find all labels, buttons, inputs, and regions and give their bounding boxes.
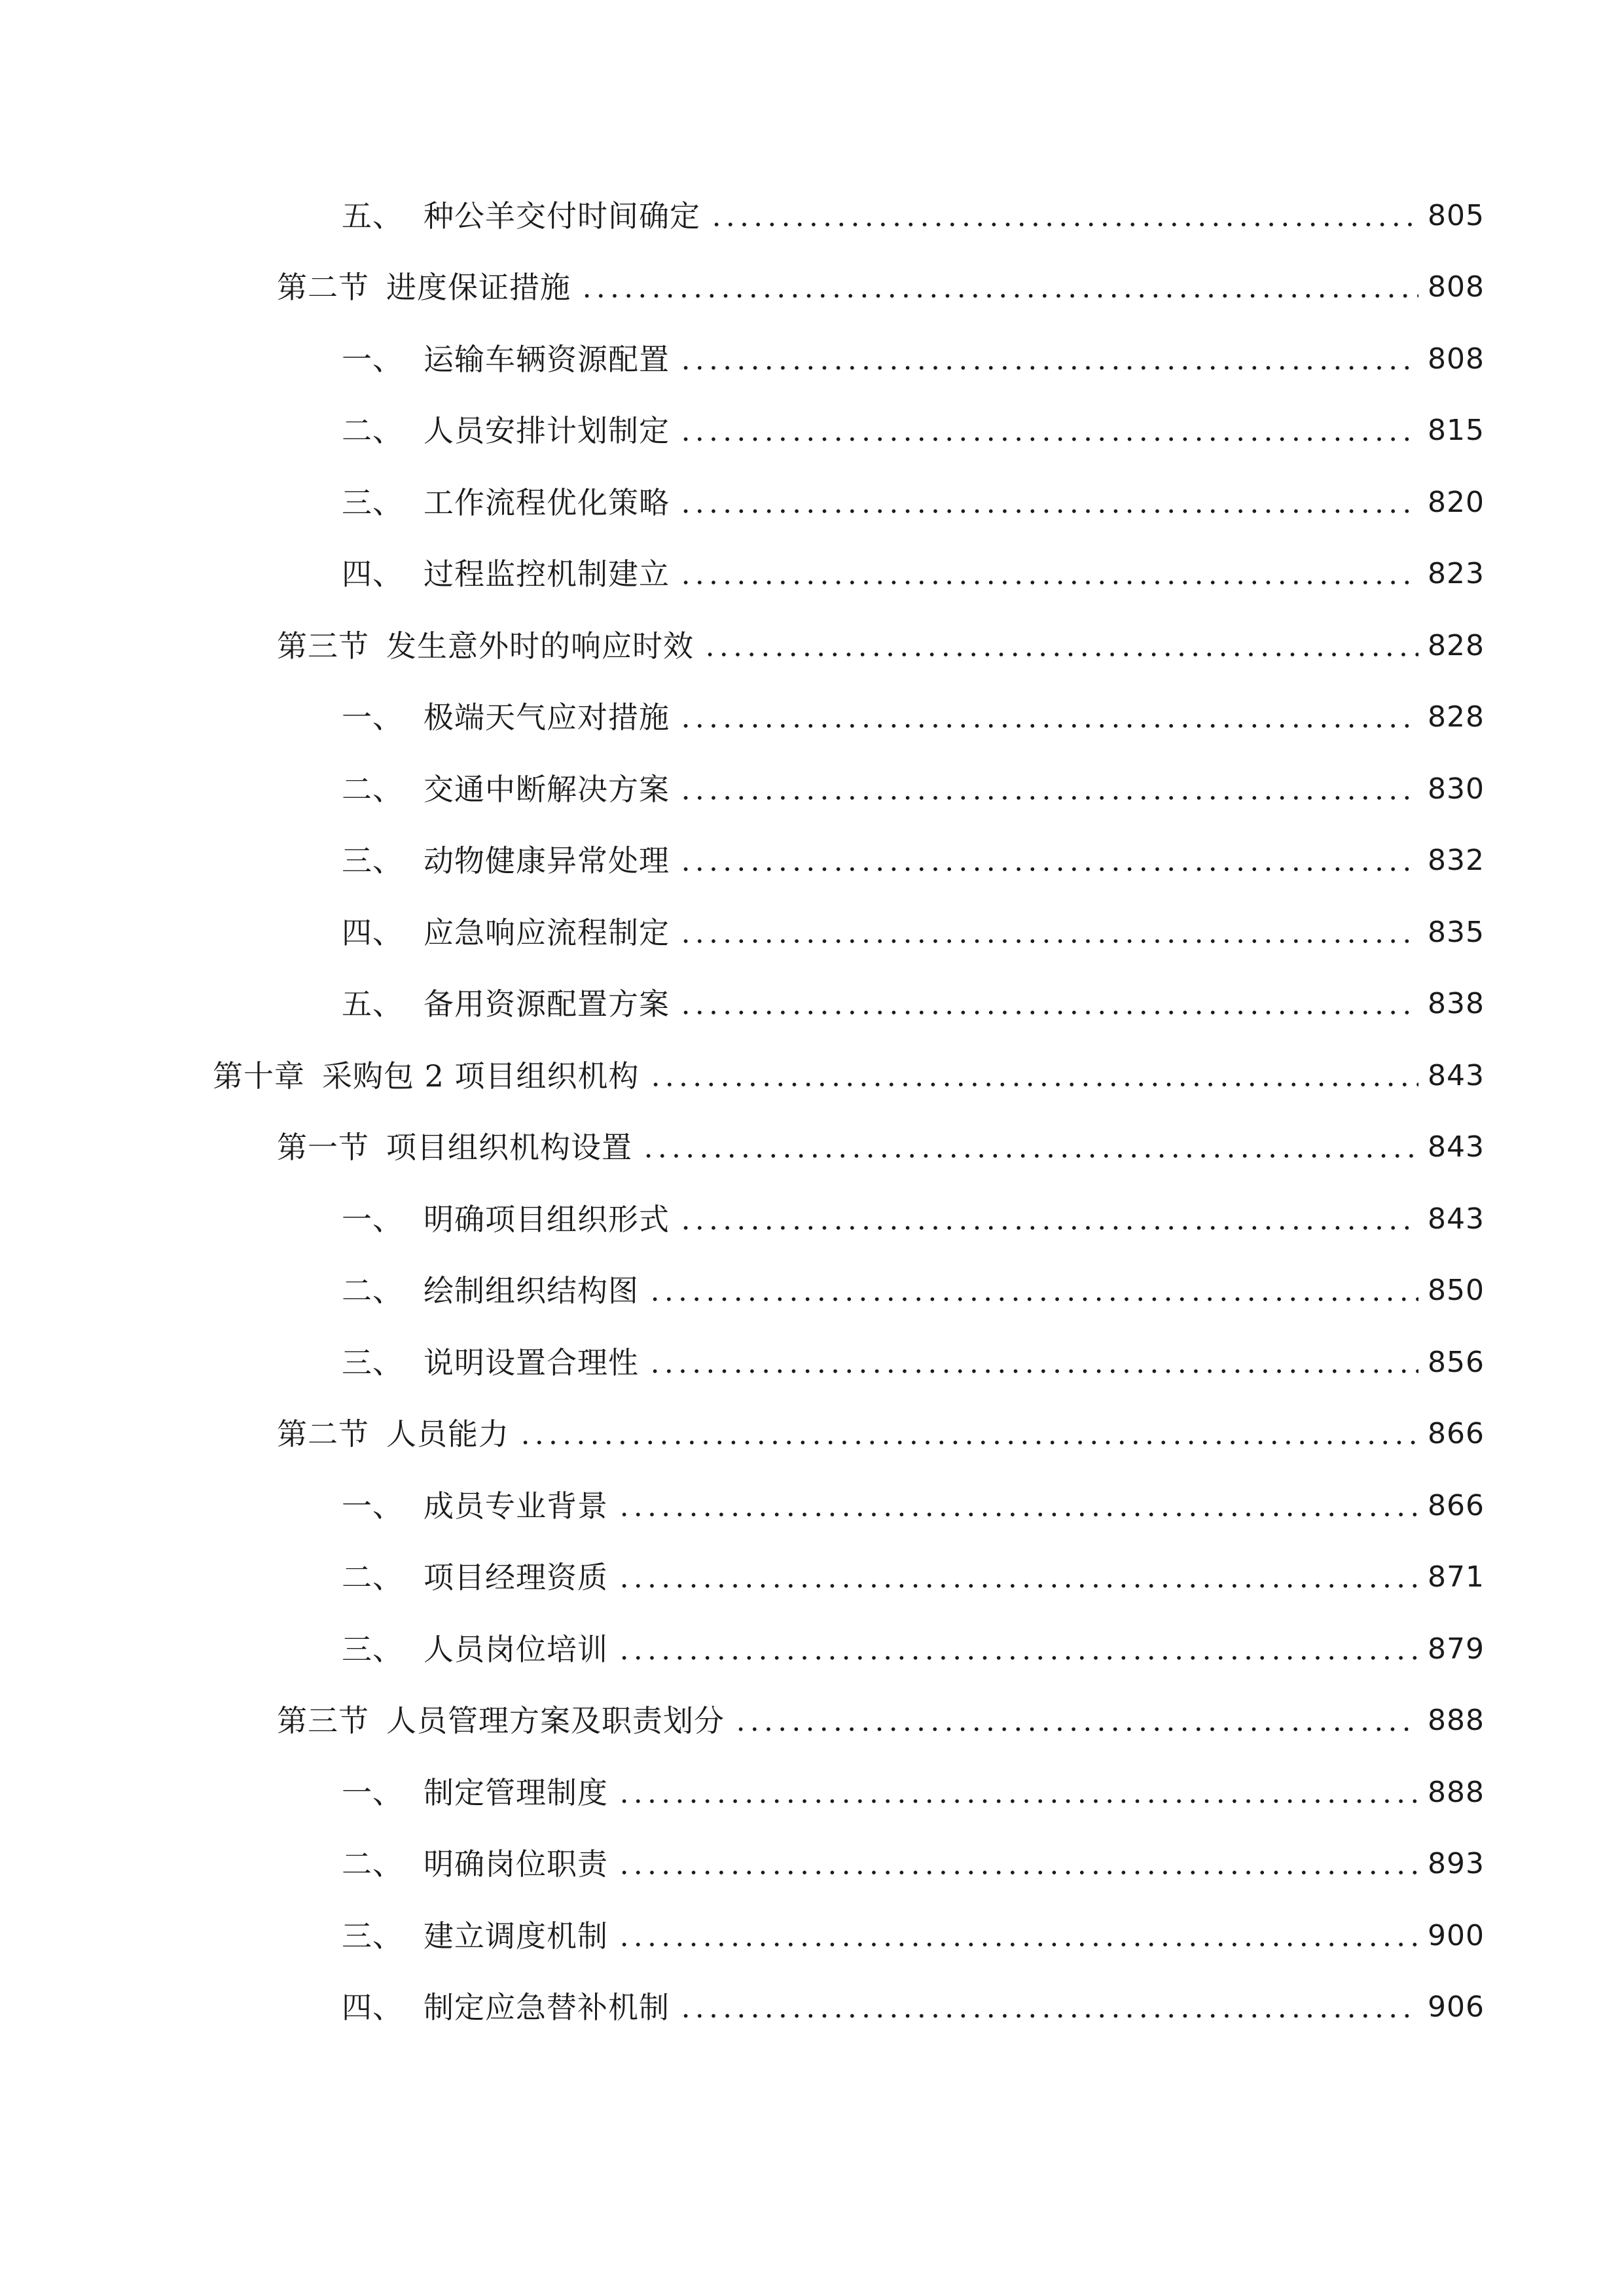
toc-entry-title: 动物健康异常处理 [424, 843, 670, 879]
toc-entry-page: 871 [1428, 1560, 1485, 1594]
toc-entry[interactable] [0, 1112, 1624, 1184]
toc-entry-number: 三、 [342, 484, 403, 520]
toc-entry-page: 832 [1428, 844, 1485, 878]
toc-entry-title: 交通中断解决方案 [424, 771, 670, 807]
dot-leader [617, 1799, 1418, 1803]
toc-entry-number: 二、 [342, 771, 403, 807]
dot-leader [679, 939, 1418, 943]
toc-entry-page: 879 [1428, 1632, 1485, 1666]
toc-entry-title: 项目组织机构设置 [386, 1130, 632, 1166]
dot-leader [580, 294, 1418, 298]
toc-entry-title: 进度保证措施 [386, 270, 571, 306]
toc-entry[interactable] [0, 1040, 1624, 1112]
toc-entry-number: 第二节 [277, 270, 369, 306]
toc-entry-number: 第三节 [277, 628, 369, 664]
toc-entry-page: 893 [1428, 1847, 1485, 1881]
toc-entry-title: 人员管理方案及职责划分 [386, 1703, 725, 1739]
toc-entry-title: 发生意外时的响应时效 [386, 628, 694, 664]
toc-entry-number: 三、 [342, 1918, 403, 1954]
dot-leader [641, 1154, 1418, 1158]
toc-entry-title: 种公羊交付时间确定 [424, 198, 700, 234]
dot-leader [617, 1513, 1418, 1516]
toc-entry-number: 五、 [342, 986, 403, 1022]
toc-entry-number: 二、 [342, 1846, 403, 1882]
toc-entry[interactable] [0, 1900, 1624, 1972]
toc-entry-title: 建立调度机制 [424, 1918, 608, 1954]
toc-entry[interactable] [0, 1183, 1624, 1255]
toc-entry-title: 绘制组织结构图 [424, 1273, 639, 1309]
toc-entry-title: 人员岗位培训 [424, 1631, 608, 1667]
toc-entry-number: 三、 [342, 843, 403, 879]
dot-leader [679, 867, 1418, 871]
dot-leader [617, 1943, 1418, 1946]
toc-entry-title: 应急响应流程制定 [424, 914, 670, 950]
toc-entry[interactable] [0, 897, 1624, 969]
dot-leader [679, 437, 1418, 441]
dot-leader [679, 581, 1418, 584]
toc-entry-page: 820 [1428, 485, 1485, 519]
toc-entry-page: 866 [1428, 1488, 1485, 1522]
toc-entry-number: 三、 [342, 1631, 403, 1667]
toc-entry[interactable] [0, 539, 1624, 611]
table-of-contents [0, 180, 1624, 2043]
toc-entry[interactable] [0, 467, 1624, 539]
toc-entry-page: 815 [1428, 414, 1485, 448]
dot-leader [649, 1083, 1418, 1086]
toc-entry-page: 843 [1428, 1202, 1485, 1236]
toc-entry-page: 830 [1428, 772, 1485, 806]
toc-entry[interactable] [0, 610, 1624, 682]
toc-entry-page: 866 [1428, 1417, 1485, 1451]
toc-entry[interactable] [0, 1757, 1624, 1829]
toc-entry-number: 一、 [342, 1488, 403, 1524]
toc-entry-page: 838 [1428, 987, 1485, 1021]
toc-entry-number: 第一节 [277, 1130, 369, 1166]
toc-entry-number: 第三节 [277, 1703, 369, 1739]
toc-entry-number: 二、 [342, 413, 403, 449]
toc-entry-number: 一、 [342, 1774, 403, 1810]
dot-leader [679, 1011, 1418, 1014]
toc-entry-title: 人员能力 [386, 1416, 509, 1452]
dot-leader [679, 509, 1418, 513]
toc-entry[interactable] [0, 180, 1624, 252]
dot-leader [617, 1656, 1418, 1660]
toc-entry-title: 项目经理资质 [424, 1560, 608, 1596]
toc-entry-title: 极端天气应对措施 [424, 700, 670, 736]
toc-entry-number: 二、 [342, 1273, 403, 1309]
toc-entry-title: 说明设置合理性 [424, 1344, 639, 1380]
toc-entry-number: 三、 [342, 1344, 403, 1380]
toc-entry-page: 805 [1428, 198, 1485, 232]
toc-entry-page: 843 [1428, 1130, 1485, 1164]
dot-leader [679, 1226, 1418, 1230]
toc-entry-title: 制定管理制度 [424, 1774, 608, 1810]
toc-entry[interactable] [0, 1399, 1624, 1471]
toc-entry-number: 四、 [342, 914, 403, 950]
toc-entry-number: 四、 [342, 1990, 403, 2026]
dot-leader [648, 1369, 1418, 1373]
toc-entry-title: 成员专业背景 [424, 1488, 608, 1524]
toc-entry-page: 808 [1428, 342, 1485, 376]
toc-entry-title: 工作流程优化策略 [424, 484, 670, 520]
dot-leader [703, 653, 1418, 656]
dot-leader [617, 1584, 1418, 1588]
toc-entry-number: 一、 [342, 700, 403, 736]
dot-leader [518, 1441, 1418, 1444]
dot-leader [710, 223, 1418, 226]
toc-entry-page: 900 [1428, 1918, 1485, 1952]
toc-entry-page: 835 [1428, 915, 1485, 949]
toc-entry-number: 四、 [342, 556, 403, 592]
toc-entry[interactable] [0, 1685, 1624, 1757]
dot-leader [617, 1871, 1418, 1874]
toc-entry-page: 808 [1428, 270, 1485, 304]
toc-entry-page: 888 [1428, 1704, 1485, 1738]
toc-entry-number: 第十章 [213, 1058, 305, 1094]
toc-entry[interactable] [0, 682, 1624, 754]
toc-entry[interactable] [0, 1542, 1624, 1614]
toc-entry[interactable] [0, 753, 1624, 825]
toc-entry-title: 制定应急替补机制 [424, 1990, 670, 2026]
toc-entry-page: 856 [1428, 1345, 1485, 1379]
toc-entry-page: 828 [1428, 700, 1485, 734]
toc-entry[interactable] [0, 825, 1624, 897]
toc-entry-number: 第二节 [277, 1416, 369, 1452]
toc-entry[interactable] [0, 252, 1624, 324]
toc-entry[interactable] [0, 969, 1624, 1041]
toc-entry-number: 一、 [342, 341, 403, 377]
toc-entry-page: 850 [1428, 1274, 1485, 1308]
toc-entry-page: 906 [1428, 1990, 1485, 2024]
dot-leader [679, 724, 1418, 728]
toc-entry-page: 828 [1428, 628, 1485, 662]
dot-leader [734, 1727, 1418, 1731]
toc-entry[interactable] [0, 1255, 1624, 1327]
toc-entry[interactable] [0, 1613, 1624, 1685]
toc-entry-title: 人员安排计划制定 [424, 413, 670, 449]
toc-entry[interactable] [0, 1829, 1624, 1901]
dot-leader [679, 796, 1418, 800]
toc-entry-number: 一、 [342, 1201, 403, 1237]
dot-leader [679, 2014, 1418, 2018]
toc-entry-title: 明确项目组织形式 [424, 1201, 670, 1237]
toc-entry-page: 888 [1428, 1775, 1485, 1809]
toc-entry-title: 运输车辆资源配置 [424, 341, 670, 377]
toc-entry[interactable] [0, 1327, 1624, 1399]
toc-entry[interactable] [0, 1972, 1624, 2044]
toc-entry-title: 采购包 2 项目组织机构 [322, 1058, 640, 1094]
toc-entry-title: 备用资源配置方案 [424, 986, 670, 1022]
toc-entry-page: 843 [1428, 1058, 1485, 1092]
toc-entry-title: 过程监控机制建立 [424, 556, 670, 592]
toc-entry[interactable] [0, 1470, 1624, 1542]
toc-entry-number: 五、 [342, 198, 403, 234]
toc-entry-title: 明确岗位职责 [424, 1846, 608, 1882]
dot-leader [648, 1297, 1418, 1301]
toc-entry[interactable] [0, 323, 1624, 395]
toc-entry-number: 二、 [342, 1560, 403, 1596]
toc-entry[interactable] [0, 395, 1624, 467]
dot-leader [679, 366, 1418, 370]
toc-entry-page: 823 [1428, 557, 1485, 591]
